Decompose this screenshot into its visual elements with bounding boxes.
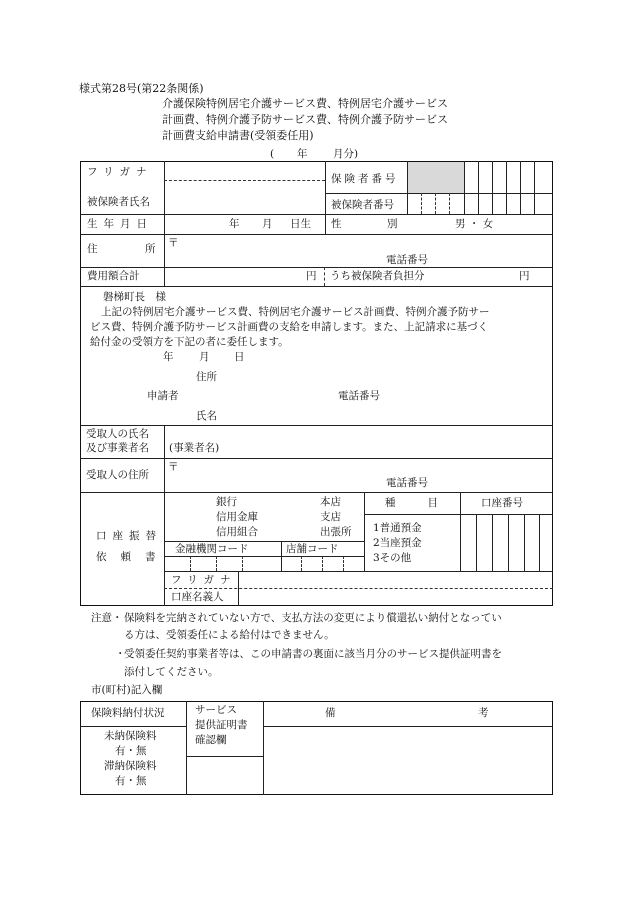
notes-line-4: 添付してください。 [124,666,219,678]
branch-type-office: 出張所 [320,526,352,538]
recipient-name-label-1: 受取人の氏名 [86,428,149,440]
sex-label-2: 別 [387,218,398,230]
remarks-label-2: 考 [478,707,489,719]
name-input[interactable] [166,183,323,213]
recipient-name-label-2: 及び事業者名 [86,442,149,454]
address-label-2: 所 [145,243,156,255]
branch-type-main: 本店 [320,496,341,508]
branch-type-branch: 支店 [320,511,341,523]
birth-day-label: 日生 [290,218,311,230]
sex-label-1: 性 [331,218,342,230]
unpaid-premium-choice[interactable]: 有・無 [115,745,147,757]
address-input[interactable] [180,236,550,265]
account-type-header: 種目 [385,497,470,509]
furigana-label: フリガナ [87,166,153,178]
account-holder-label: 口座名義人 [171,591,224,603]
notes-prefix: 注意・ [91,612,123,624]
applicant-address-label: 住所 [196,371,217,383]
holder-furigana-label: フリガナ [171,574,237,586]
service-label-1: サービス [195,704,237,716]
deposit-type-ordinary[interactable]: 1普通預金 [373,522,422,534]
insured-number-label: 被保険者番号 [331,199,394,211]
unpaid-premium-label: 未納保険料 [104,730,157,742]
phone-label: 電話番号 [386,254,428,266]
payment-status-label: 保険料納付状況 [91,707,165,719]
birth-date-label: 生年月日 [87,218,153,230]
notes-line-3: 受領委任契約事業者等は、この申請書の裏面に該当月分のサービス提供証明書を [124,648,502,660]
bank-transfer-label-1: 口座振替 [96,530,162,542]
period-year: 年 [297,148,308,160]
insured-name-label: 被保険者氏名 [87,196,150,208]
total-cost-yen: 円 [306,270,317,282]
recipient-address-label: 受取人の住所 [86,469,149,481]
title-line-3: 計画費支給申請書(受領委任用) [162,129,314,142]
furigana-input[interactable] [166,163,323,179]
bank-type-bank: 銀行 [216,496,237,508]
application-body-1: 上記の特例居宅介護サービス費、特例居宅介護サービス計画費、特例介護予防サー [101,306,490,318]
self-burden-label: うち被保険者負担分 [330,270,425,282]
addressee: 磐梯町長 様 [103,291,166,303]
applicant-phone-label: 電話番号 [338,390,380,402]
application-body-2: ビス費、特例介護予防サービス計画費の支給を申請します。また、上記請求に基づく [90,321,489,333]
title-line-1: 介護保険特例居宅介護サービス費、特例居宅介護サービス [162,97,448,110]
birth-month-label: 月 [262,218,273,230]
application-year: 年 [163,351,174,363]
insurer-number-label: 保険者番号 [331,173,399,185]
applicant-label: 申請者 [147,390,179,402]
applicant-name-label: 氏名 [196,410,217,422]
total-cost-label: 費用額合計 [87,270,140,282]
application-body-3: 給付金の受領方を下記の者に委任します。 [90,336,289,348]
form-number: 様式第28号(第22条関係) [79,82,204,95]
branch-code-label: 店舗コード [286,543,339,555]
application-month: 月 [199,351,210,363]
notes-line-1: 保険料を完納されていない方で、支払方法の変更により償還払い納付となってい [124,612,502,624]
notes-bullet: ・ [115,648,126,660]
address-label-1: 住 [87,243,98,255]
period-open: ( [270,148,275,160]
bank-type-kumiai: 信用組合 [216,526,258,538]
title-line-2: 計画費、特例介護予防サービス費、特例介護予防サービス [162,113,448,126]
sex-options[interactable]: 男 ・ 女 [455,218,494,230]
insured-number-input[interactable] [408,194,552,213]
self-burden-yen: 円 [519,270,530,282]
business-name-label: (事業者名) [169,442,220,454]
delinquent-premium-choice[interactable]: 有・無 [115,775,147,787]
bank-code-label: 金融機関コード [175,543,249,555]
period-month: 月分) [333,148,359,160]
bank-type-shinkin: 信用金庫 [216,511,258,523]
service-label-3: 確認欄 [195,734,227,746]
deposit-type-other[interactable]: 3その他 [373,552,412,564]
delinquent-premium-label: 滞納保険料 [104,760,157,772]
notes-line-2: る方は、受領委任による給付はできません。 [124,629,335,641]
application-day: 日 [234,351,245,363]
insurer-number-shaded [407,162,464,193]
postal-mark: 〒 [168,237,179,249]
recipient-postal-mark: 〒 [168,461,179,473]
account-number-header: 口座番号 [481,497,523,509]
remarks-label-1: 備 [325,707,336,719]
city-section-title: 市(町村)記入欄 [91,684,163,696]
recipient-phone-label: 電話番号 [386,477,428,489]
birth-year-label: 年 [229,218,240,230]
service-label-2: 提供証明書 [195,719,248,731]
deposit-type-current[interactable]: 2当座預金 [373,537,422,549]
bank-transfer-label-2: 依頼書 [96,551,170,563]
account-holder-input[interactable] [240,589,551,605]
